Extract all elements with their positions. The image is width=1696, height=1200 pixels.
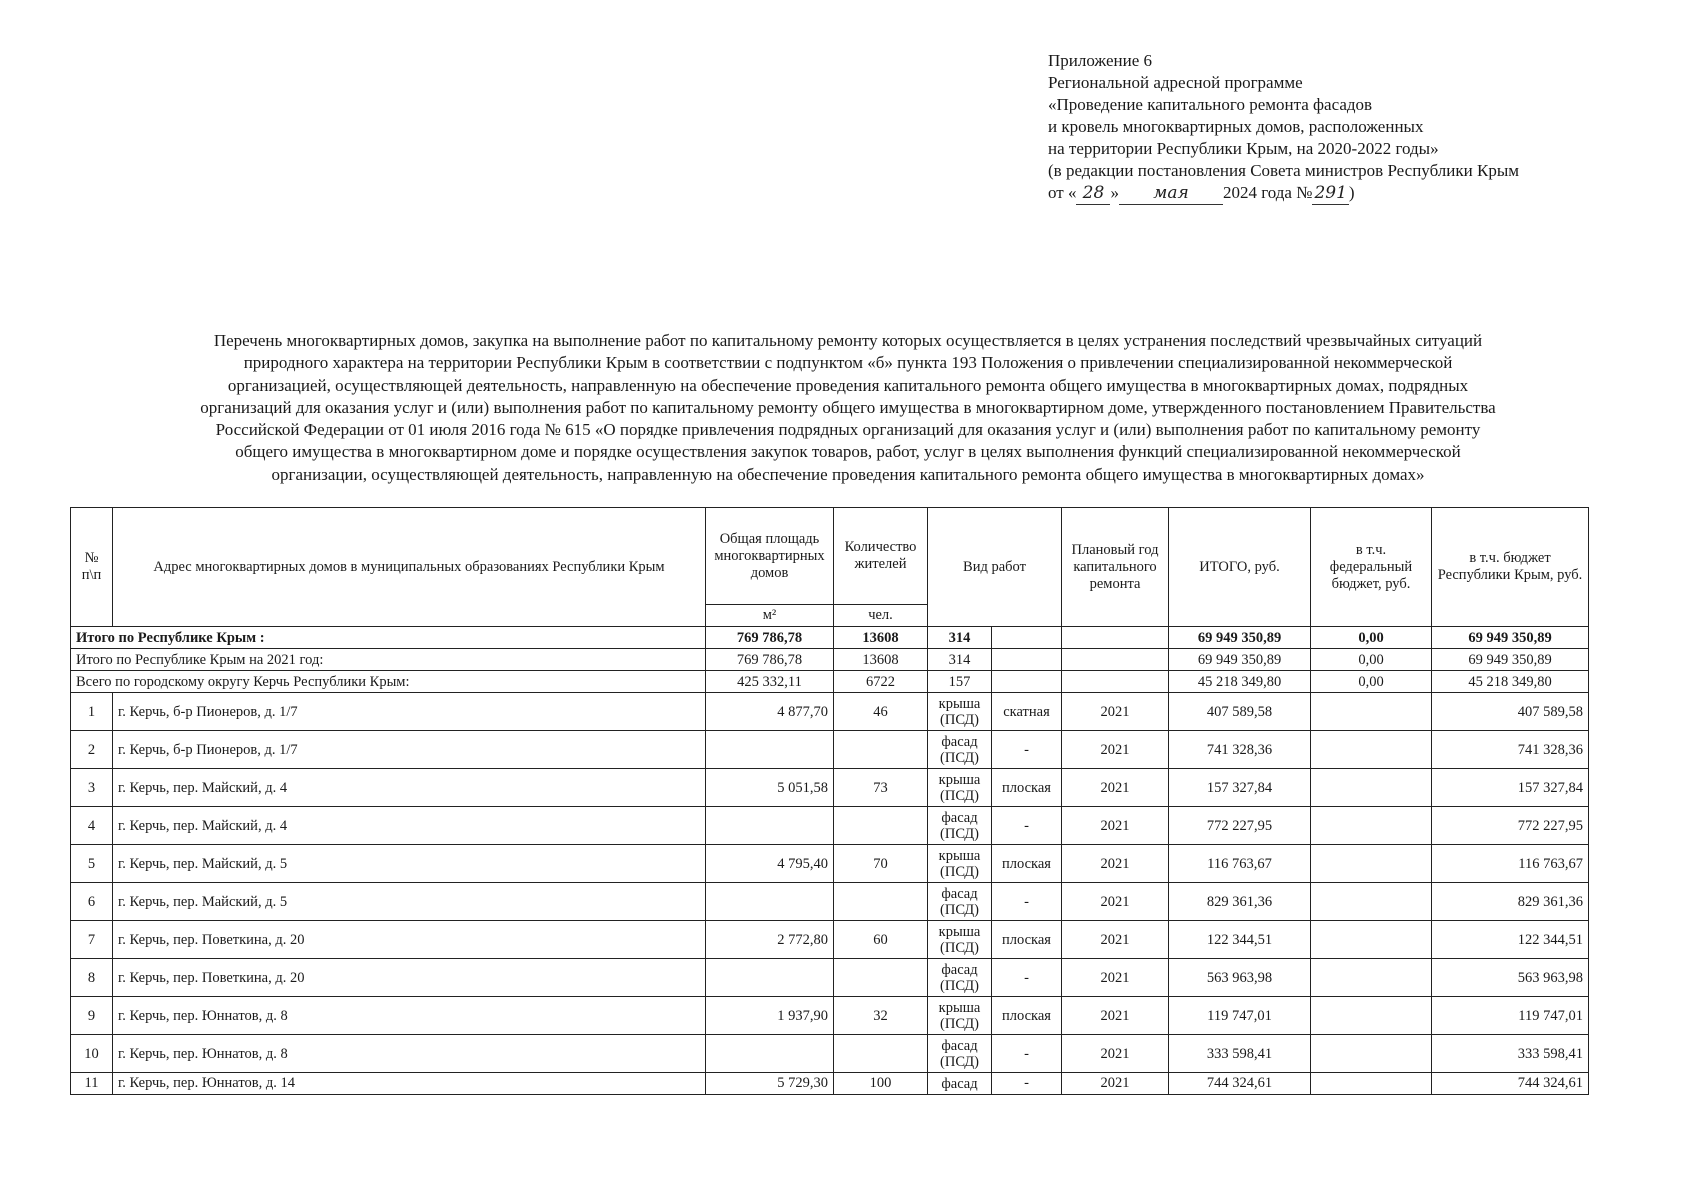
row-num: 8 <box>71 959 113 997</box>
row-work-kind <box>928 693 992 731</box>
row-residents <box>834 731 928 769</box>
row-federal <box>1311 1035 1432 1073</box>
row-total: 563 963,98 <box>1169 959 1311 997</box>
row-total: 829 361,36 <box>1169 883 1311 921</box>
row-total: 333 598,41 <box>1169 1035 1311 1073</box>
summary-area: 769 786,78 <box>706 649 834 671</box>
appendix-title: Приложение 6 <box>1048 51 1152 70</box>
row-num: 4 <box>71 807 113 845</box>
appendix-line: (в редакции постановления Совета министров Республики Крым <box>1048 161 1520 180</box>
row-year: 2021 <box>1062 921 1169 959</box>
work-kind-label: фасад <box>941 885 978 902</box>
row-num: 6 <box>71 883 113 921</box>
summary-empty <box>992 671 1062 693</box>
row-residents <box>834 959 928 997</box>
summary-total: 69 949 350,89 <box>1169 627 1311 649</box>
summary-residents: 6722 <box>834 671 928 693</box>
header-plan-year: Плановый год капитального ремонта <box>1062 508 1169 627</box>
row-address: г. Керчь, пер. Поветкина, д. 20 <box>113 959 706 997</box>
row-num: 9 <box>71 997 113 1035</box>
row-residents <box>834 883 928 921</box>
row-work-kind <box>928 921 992 959</box>
summary-label: Итого по Республике Крым на 2021 год: <box>71 649 706 671</box>
row-total: 122 344,51 <box>1169 921 1311 959</box>
summary-label: Всего по городскому округу Керчь Республики Крым: <box>71 671 706 693</box>
row-work-kind <box>928 1073 992 1095</box>
row-total: 772 227,95 <box>1169 807 1311 845</box>
appendix-line: на территории Республики Крым, на 2020-2022 годы» <box>1048 139 1439 158</box>
summary-empty <box>992 649 1062 671</box>
heading-line: природного характера на территории Республики Крым в соответствии с подпунктом «б» пункта 193 Положения о привлечении специализированной некоммерческой <box>243 353 1453 373</box>
table-row <box>71 1035 1589 1073</box>
row-area: 4 877,70 <box>706 693 834 731</box>
row-federal <box>1311 807 1432 845</box>
row-regional: 407 589,58 <box>1432 693 1589 731</box>
work-kind-label: крыша <box>938 847 981 864</box>
row-address: г. Керчь, пер. Юннатов, д. 8 <box>113 997 706 1035</box>
row-area: 5 729,30 <box>706 1073 834 1095</box>
row-area <box>706 959 834 997</box>
summary-area: 425 332,11 <box>706 671 834 693</box>
work-kind-note: (ПСД) <box>940 1053 979 1070</box>
handwritten-number: 291 <box>1314 183 1347 203</box>
summary-residents: 13608 <box>834 627 928 649</box>
summary-total: 45 218 349,80 <box>1169 671 1311 693</box>
row-area <box>706 883 834 921</box>
row-federal <box>1311 1073 1432 1095</box>
row-num: 5 <box>71 845 113 883</box>
row-address: г. Керчь, пер. Юннатов, д. 14 <box>113 1073 706 1095</box>
row-address: г. Керчь, пер. Юннатов, д. 8 <box>113 1035 706 1073</box>
work-kind-note: (ПСД) <box>940 863 979 880</box>
summary-regional: 69 949 350,89 <box>1432 627 1589 649</box>
row-subtype: плоская <box>992 921 1062 959</box>
row-num: 3 <box>71 769 113 807</box>
summary-empty <box>992 627 1062 649</box>
row-work-kind <box>928 959 992 997</box>
row-year: 2021 <box>1062 731 1169 769</box>
appendix-block <box>1048 50 1668 205</box>
summary-row <box>71 671 1589 693</box>
header-total: ИТОГО, руб. <box>1169 508 1311 627</box>
row-work-kind <box>928 1035 992 1073</box>
row-work-kind <box>928 997 992 1035</box>
unit-residents: чел. <box>834 605 928 627</box>
summary-federal: 0,00 <box>1311 627 1432 649</box>
row-federal <box>1311 959 1432 997</box>
row-address: г. Керчь, пер. Майский, д. 4 <box>113 769 706 807</box>
work-kind-note: (ПСД) <box>940 901 979 918</box>
row-federal <box>1311 997 1432 1035</box>
table-row <box>71 997 1589 1035</box>
row-year: 2021 <box>1062 997 1169 1035</box>
summary-empty <box>1062 627 1169 649</box>
row-federal <box>1311 693 1432 731</box>
work-kind-note: (ПСД) <box>940 825 979 842</box>
table-row <box>71 807 1589 845</box>
heading-line: Перечень многоквартирных домов, закупка на выполнение работ по капитальному ремонту которых осуществляется в целях устранения последствий чрезвычайных ситуаций <box>213 331 1483 350</box>
row-federal <box>1311 883 1432 921</box>
row-address: г. Керчь, б-р Пионеров, д. 1/7 <box>113 693 706 731</box>
row-subtype: плоская <box>992 769 1062 807</box>
row-num: 10 <box>71 1035 113 1073</box>
row-regional: 744 324,61 <box>1432 1073 1589 1095</box>
work-kind-note: (ПСД) <box>940 787 979 804</box>
row-federal <box>1311 845 1432 883</box>
summary-empty <box>1062 671 1169 693</box>
summary-count: 314 <box>928 649 992 671</box>
appendix-date-line <box>1048 182 1668 205</box>
work-kind-label: крыша <box>938 999 981 1016</box>
row-total: 119 747,01 <box>1169 997 1311 1035</box>
summary-federal: 0,00 <box>1311 671 1432 693</box>
row-residents <box>834 1035 928 1073</box>
row-residents: 70 <box>834 845 928 883</box>
row-subtype: - <box>992 1073 1062 1095</box>
row-residents: 73 <box>834 769 928 807</box>
header-area: Общая площадь многоквартирных домов <box>706 508 834 605</box>
row-total: 157 327,84 <box>1169 769 1311 807</box>
row-year: 2021 <box>1062 845 1169 883</box>
heading-line: Российской Федерации от 01 июля 2016 года № 615 «О порядке привлечения подрядных организаций для оказания услуг и (или) выполнения работ по капитальному ремонту <box>215 420 1481 440</box>
row-residents: 46 <box>834 693 928 731</box>
header-work-type: Вид работ <box>928 508 1062 627</box>
table-row <box>71 883 1589 921</box>
summary-count: 157 <box>928 671 992 693</box>
heading-line: организацией, осуществляющей деятельность, направленную на обеспечение проведения капитального ремонта общего имущества в многоквартирных домах, подрядных <box>227 375 1469 395</box>
row-federal <box>1311 731 1432 769</box>
work-kind-label: фасад <box>941 961 978 978</box>
row-regional: 333 598,41 <box>1432 1035 1589 1073</box>
work-kind-label: фасад <box>941 733 978 750</box>
summary-empty <box>1062 649 1169 671</box>
date-mid: » <box>1110 183 1119 202</box>
work-kind-note: (ПСД) <box>940 749 979 766</box>
header-regional: в т.ч. бюджет Республики Крым, руб. <box>1432 508 1589 627</box>
row-area <box>706 1035 834 1073</box>
row-subtype: - <box>992 959 1062 997</box>
row-address: г. Керчь, пер. Майский, д. 5 <box>113 845 706 883</box>
date-year: 2024 года № <box>1222 183 1313 202</box>
data-rows <box>71 693 1589 1095</box>
row-area: 2 772,80 <box>706 921 834 959</box>
row-area <box>706 807 834 845</box>
heading-line: организаций для оказания услуг и (или) выполнения работ по капитальному ремонту общего имущества в многоквартирном доме, утвержденного постановлением Правительства <box>200 397 1496 417</box>
table-row <box>71 845 1589 883</box>
heading-line: организации, осуществляющей деятельность, направленную на обеспечение проведения капитального ремонта общего имущества в многоквартирных домах» <box>271 464 1425 484</box>
row-total: 116 763,67 <box>1169 845 1311 883</box>
table-row <box>71 769 1589 807</box>
header-address: Адрес многоквартирных домов в муниципальных образованиях Республики Крым <box>113 508 706 627</box>
appendix-line: Региональной адресной программе <box>1048 73 1303 92</box>
row-work-kind <box>928 769 992 807</box>
summary-label: Итого по Республике Крым : <box>71 627 706 649</box>
row-subtype: скатная <box>992 693 1062 731</box>
header-row <box>71 508 1589 605</box>
row-total: 407 589,58 <box>1169 693 1311 731</box>
table-row <box>71 1073 1589 1095</box>
work-kind-note: (ПСД) <box>940 1015 979 1032</box>
work-kind-label: крыша <box>938 695 981 712</box>
row-subtype: - <box>992 807 1062 845</box>
date-prefix: от « <box>1048 183 1077 202</box>
row-num: 11 <box>71 1073 113 1095</box>
row-year: 2021 <box>1062 1073 1169 1095</box>
row-subtype: - <box>992 731 1062 769</box>
work-kind-note: (ПСД) <box>940 977 979 994</box>
heading-line: общего имущества в многоквартирном доме и порядке осуществления закупок товаров, работ, услуг в целях выполнения функций специализированной некоммерческой <box>235 442 1461 462</box>
row-regional: 157 327,84 <box>1432 769 1589 807</box>
row-residents: 32 <box>834 997 928 1035</box>
work-kind-label: крыша <box>938 771 981 788</box>
row-num: 7 <box>71 921 113 959</box>
row-subtype: плоская <box>992 997 1062 1035</box>
header-federal: в т.ч. федеральный бюджет, руб. <box>1311 508 1432 627</box>
row-residents: 60 <box>834 921 928 959</box>
work-kind-label: фасад <box>941 1075 978 1092</box>
summary-regional: 69 949 350,89 <box>1432 649 1589 671</box>
row-area: 1 937,90 <box>706 997 834 1035</box>
houses-table <box>70 507 1589 1095</box>
row-year: 2021 <box>1062 769 1169 807</box>
row-address: г. Керчь, пер. Майский, д. 5 <box>113 883 706 921</box>
summary-row <box>71 649 1589 671</box>
row-residents: 100 <box>834 1073 928 1095</box>
work-kind-note: (ПСД) <box>940 939 979 956</box>
row-year: 2021 <box>1062 807 1169 845</box>
work-kind-label: фасад <box>941 809 978 826</box>
row-work-kind <box>928 883 992 921</box>
document-heading <box>68 330 1628 486</box>
table-row <box>71 921 1589 959</box>
row-regional: 772 227,95 <box>1432 807 1589 845</box>
row-year: 2021 <box>1062 693 1169 731</box>
table-row <box>71 731 1589 769</box>
row-address: г. Керчь, пер. Поветкина, д. 20 <box>113 921 706 959</box>
row-regional: 119 747,01 <box>1432 997 1589 1035</box>
summary-area: 769 786,78 <box>706 627 834 649</box>
row-area: 5 051,58 <box>706 769 834 807</box>
table-row <box>71 959 1589 997</box>
appendix-line: «Проведение капитального ремонта фасадов <box>1048 95 1373 114</box>
header-residents: Количество жителей <box>834 508 928 605</box>
row-work-kind <box>928 807 992 845</box>
row-subtype: плоская <box>992 845 1062 883</box>
row-year: 2021 <box>1062 883 1169 921</box>
row-regional: 829 361,36 <box>1432 883 1589 921</box>
table-row <box>71 693 1589 731</box>
row-work-kind <box>928 731 992 769</box>
summary-total: 69 949 350,89 <box>1169 649 1311 671</box>
summary-count: 314 <box>928 627 992 649</box>
summary-federal: 0,00 <box>1311 649 1432 671</box>
row-num: 1 <box>71 693 113 731</box>
row-address: г. Керчь, пер. Майский, д. 4 <box>113 807 706 845</box>
handwritten-month: мая <box>1119 182 1223 205</box>
summary-row <box>71 627 1589 649</box>
handwritten-day: 28 <box>1076 182 1110 205</box>
work-kind-label: крыша <box>938 923 981 940</box>
row-regional: 116 763,67 <box>1432 845 1589 883</box>
row-regional: 563 963,98 <box>1432 959 1589 997</box>
row-federal <box>1311 769 1432 807</box>
row-total: 744 324,61 <box>1169 1073 1311 1095</box>
appendix-line: и кровель многоквартирных домов, расположенных <box>1048 117 1424 136</box>
row-work-kind <box>928 845 992 883</box>
unit-area: м² <box>706 605 834 627</box>
row-federal <box>1311 921 1432 959</box>
row-area <box>706 731 834 769</box>
work-kind-label: фасад <box>941 1037 978 1054</box>
header-num: № п\п <box>71 508 113 627</box>
row-residents <box>834 807 928 845</box>
row-address: г. Керчь, б-р Пионеров, д. 1/7 <box>113 731 706 769</box>
row-num: 2 <box>71 731 113 769</box>
row-regional: 741 328,36 <box>1432 731 1589 769</box>
row-year: 2021 <box>1062 1035 1169 1073</box>
summary-residents: 13608 <box>834 649 928 671</box>
summary-rows <box>71 627 1589 693</box>
row-regional: 122 344,51 <box>1432 921 1589 959</box>
row-year: 2021 <box>1062 959 1169 997</box>
summary-regional: 45 218 349,80 <box>1432 671 1589 693</box>
date-suffix: ) <box>1348 183 1355 202</box>
work-kind-note: (ПСД) <box>940 711 979 728</box>
row-area: 4 795,40 <box>706 845 834 883</box>
row-subtype: - <box>992 1035 1062 1073</box>
row-subtype: - <box>992 883 1062 921</box>
row-total: 741 328,36 <box>1169 731 1311 769</box>
